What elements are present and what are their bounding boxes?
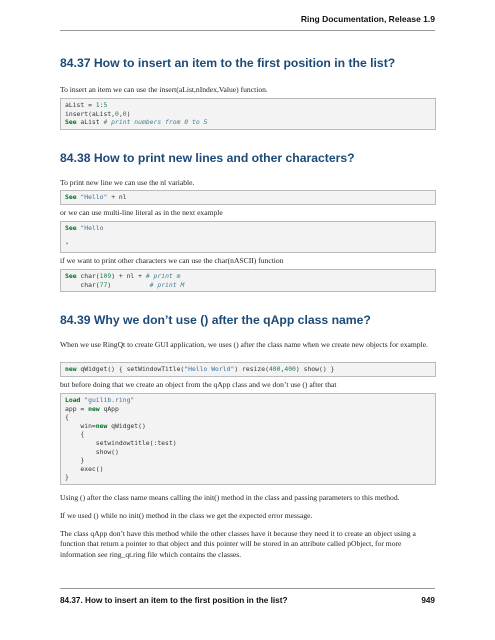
section-84-39-qapp-text: but before doing that we create an object from the qApp class and we don’t use () after that (60, 380, 337, 389)
header-rule (60, 30, 435, 31)
code-line (65, 465, 431, 474)
code-line (65, 448, 431, 457)
code-token: ) show() } (295, 365, 335, 373)
code-token: 77 (99, 280, 108, 289)
code-token: "Hello World" (184, 365, 235, 373)
code-token: new (95, 421, 108, 430)
code-token: char( (65, 280, 100, 289)
code-token: ) (126, 109, 131, 118)
code-token: See (65, 118, 77, 127)
code-line (65, 272, 431, 281)
footer-section-title: 84.37. How to insert an item to the first position in the list? (60, 596, 288, 605)
code-token: char( (76, 272, 100, 280)
section-84-38-multiline-text: or we can use multi-line literal as in the next example (60, 208, 223, 217)
code-line (65, 405, 431, 414)
section-heading-84-37: 84.37 How to insert an item to the first position in the list? (60, 56, 396, 70)
code-block-multiline (60, 221, 436, 253)
code-token: app = (65, 404, 89, 413)
code-block-char (60, 269, 436, 292)
section-heading-84-38: 84.38 How to print new lines and other characters? (60, 151, 355, 165)
code-line (65, 422, 431, 431)
code-token: qWidget() { setWindowTitle( (76, 365, 185, 373)
code-token: { (65, 430, 85, 439)
code-token: ) + nl + (111, 272, 146, 280)
code-token: "Hello (80, 224, 104, 232)
code-token: exec() (65, 464, 104, 473)
code-token: 5 (103, 101, 108, 109)
code-token: ) resize( (234, 365, 269, 373)
code-token: # print M (149, 280, 185, 289)
code-token: See (65, 272, 77, 280)
code-block-qwidget (60, 362, 436, 377)
code-token: insert(aList, (65, 109, 116, 118)
code-line (65, 101, 431, 110)
code-token: setwindowtitle(:test) (65, 438, 177, 447)
code-token: " (65, 241, 69, 250)
code-token: Load (65, 396, 81, 404)
code-block-insert (60, 98, 436, 130)
code-token: 1 (95, 101, 100, 109)
code-line (65, 439, 431, 448)
code-token: # print numbers from 0 to 5 (103, 118, 208, 127)
code-token: show() (65, 447, 119, 456)
page-number: 949 (421, 596, 435, 605)
running-header: Ring Documentation, Release 1.9 (300, 14, 435, 24)
code-line (65, 396, 431, 405)
code-token: { (65, 413, 69, 422)
code-token: aList (76, 118, 104, 127)
code-token: aList = (65, 101, 96, 109)
code-line (65, 281, 431, 290)
code-token: 109 (99, 272, 112, 280)
code-token: "guilib.ring" (84, 396, 135, 404)
code-token: : (99, 101, 104, 109)
section-84-38-intro: To print new line we can use the nl variable. (60, 178, 195, 187)
code-token: } (65, 473, 69, 482)
section-heading-84-39: 84.39 Why we don’t use () after the qApp class name? (60, 313, 371, 327)
code-token: # print m (145, 272, 181, 280)
code-line (65, 456, 431, 465)
code-token: , (118, 109, 123, 118)
section-84-38-char-text: if we want to print other characters we can use the char(nASCII) function (60, 256, 284, 265)
code-token: 0 (115, 109, 119, 118)
code-token: qApp (99, 404, 119, 413)
section-84-39-init-text: Using () after the class name means calling the init() method in the class and passing parameters to this method. (60, 493, 400, 502)
code-line (65, 413, 431, 422)
code-token: new (65, 365, 77, 373)
code-token: 400 (268, 365, 281, 373)
code-token: See (65, 193, 77, 201)
code-line (65, 365, 431, 374)
code-token: win= (65, 421, 96, 430)
code-token: "Hello" (80, 193, 108, 201)
section-84-37-intro: To insert an item we can use the insert(aList,nIndex,Value) function. (60, 85, 268, 94)
code-line (65, 224, 431, 233)
code-token: 0 (122, 109, 127, 118)
code-line (65, 241, 431, 250)
code-line (65, 118, 431, 127)
code-token: See (65, 224, 77, 232)
code-token: qWidget() (107, 421, 146, 430)
code-token: 400 (284, 365, 296, 373)
section-84-39-explanation: The class qApp don’t have this method while the other classes have it because they need it to create an object using a function that return a pointer to that object and this pointer will be stored in an attribute called pObject, for more information see ring_qt.ring file which contains the classes. (60, 529, 416, 559)
code-line (65, 430, 431, 439)
footer-rule (60, 588, 435, 589)
code-block-nl (60, 190, 436, 205)
code-line (65, 473, 431, 482)
code-line (65, 110, 431, 119)
code-line (65, 233, 431, 242)
code-block-qapp (60, 393, 436, 485)
code-token: new (88, 404, 100, 413)
section-84-39-intro: When we use RingQt to create GUI application, we uses () after the class name when we create new objects for example. (60, 340, 428, 349)
code-token: + nl (107, 193, 127, 201)
code-token: ) (107, 280, 150, 289)
section-84-39-error-text: If we used () while no init() method in the class we get the expected error message. (60, 511, 313, 520)
code-token: , (280, 365, 285, 373)
code-token: } (65, 456, 85, 465)
code-line (65, 193, 431, 202)
